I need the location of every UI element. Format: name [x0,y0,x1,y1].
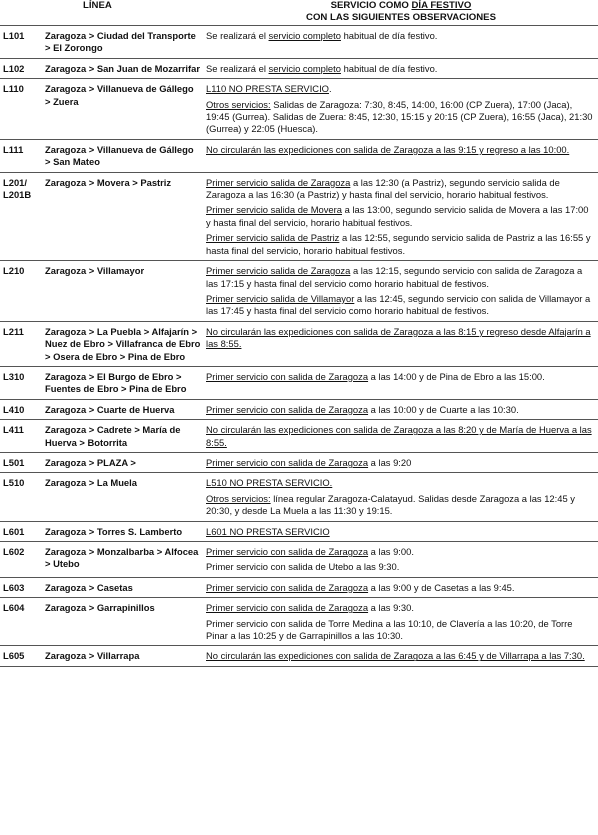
observation-paragraph [206,177,595,202]
table-row [0,321,598,366]
line-code: L102 [3,62,25,74]
observation-paragraph [206,602,595,614]
service-observations [204,321,598,366]
service-observations [204,172,598,260]
line-route: Zaragoza > Villamayor [45,265,145,277]
service-observations [204,542,598,578]
service-observations [204,399,598,419]
header-servicio-prefix: SERVICIO COMO [330,0,412,11]
underlined-text: Primer servicio salida de Zaragoza [206,265,351,277]
underlined-text: Primer servicio con salida de Zaragoza [206,403,369,415]
line-code: L210 [3,265,25,277]
line-code: L602 [3,546,25,557]
underlined-text: Primer servicio con salida de Zaragoza [206,581,369,593]
service-observations [204,79,598,140]
table-row [0,473,598,521]
observation-paragraph [206,204,595,229]
observation-paragraph [206,493,595,518]
table-row [0,646,598,666]
observation-paragraph [206,618,595,643]
underlined-text: L601 NO PRESTA SERVICIO [206,525,330,537]
observation-text: Se realizará el [206,30,269,41]
observation-paragraph [206,546,595,558]
line-code: L411 [3,424,24,436]
observation-text: a las 9:00. [368,546,414,557]
line-route: Zaragoza > Torres S. Lamberto [45,525,183,537]
service-observations [204,646,598,666]
observation-text: a las 9:30. [368,602,414,614]
underlined-text: L510 NO PRESTA SERVICIO. [206,477,333,489]
table-row [0,399,598,419]
line-route: Zaragoza > PLAZA > [45,456,136,468]
observation-text: Primer servicio con salida de Utebo a las 9:30. [206,561,400,573]
line-route: Zaragoza > Garrapinillos [45,602,155,614]
observation-paragraph [206,582,595,594]
header-servicio [204,0,598,26]
observation-text: a las 14:00 y de Pina de Ebro a las 15:00. [368,370,545,382]
table-row [0,366,598,399]
line-route: Zaragoza > Villanueva de Gállego > Zuera [45,83,194,107]
line-code: L603 [3,581,25,593]
observation-text: a las 9:00 y de Casetas a las 9:45. [368,581,515,593]
observation-text: Primer servicio con salida de Torre Medina a las 10:10, de Clavería a las 10:20, de Torre Pinar a las 10:25 y de Garrapinillos a las 10:30. [206,617,573,642]
observation-text: a las 10:00 y de Cuarte a las 10:30. [368,403,519,415]
observation-paragraph [206,99,595,136]
service-observations [204,577,598,597]
underlined-text: Primer servicio salida de Movera [206,204,342,216]
observation-text: habitual de día festivo. [340,30,438,41]
observation-text: Se realizará el [206,62,269,74]
observation-text: habitual de día festivo. [340,62,438,74]
observation-paragraph [206,424,595,449]
line-code: L211 [3,325,24,337]
observation-paragraph [206,63,595,75]
service-observations [204,366,598,399]
service-observations [204,26,598,59]
line-route: Zaragoza > San Juan de Mozarrifar [45,62,200,74]
table-body [0,26,598,667]
observation-paragraph [206,326,595,351]
underlined-text: Otros servicios: [206,98,271,110]
table-header-row [0,0,598,26]
service-observations [204,473,598,521]
table-row [0,452,598,472]
observation-text: a las 12:55, segundo servicio salida de Pastriz a las 16:55 y hasta final del servicio, horario habitual festivos. [206,232,591,256]
line-route: Zaragoza > La Muela [45,477,137,489]
line-route: Zaragoza > Monzalbarba > Alfocea > Utebo [45,546,199,570]
line-route: Zaragoza > Cadrete > María de Huerva > Botorrita [45,424,181,448]
table-row [0,598,598,646]
line-code: L604 [3,602,25,614]
observation-paragraph [206,457,595,469]
observation-paragraph [206,144,595,156]
table-row [0,139,598,172]
line-route: Zaragoza > Casetas [45,581,133,593]
table-row [0,261,598,322]
line-code: L605 [3,650,25,662]
observation-paragraph [206,83,595,95]
table-row [0,420,598,453]
observation-paragraph [206,30,595,42]
service-observations [204,58,598,78]
underlined-text: Primer servicio con salida de Zaragoza [206,456,369,468]
underlined-text: No circularán las expediciones con salida de Zaragoza a las 8:20 y de María de Huerva a las 8:55. [206,424,592,448]
underlined-text: Primer servicio salida de Pastriz [206,232,340,244]
underlined-text: L110 NO PRESTA SERVICIO [206,83,329,95]
line-code: L510 [3,477,25,489]
observation-paragraph [206,293,595,318]
observation-text: a las 9:20 [368,456,412,468]
observation-paragraph [206,371,595,383]
line-route: Zaragoza > Villarrapa [45,650,140,662]
observation-text: línea regular Zaragoza-Calatayud. Salidas desde Zaragoza a las 12:45 y 20:30, y desde La Muela a las 11:30 y 19:15. [206,492,575,517]
table-row [0,26,598,59]
observation-text: a las 12:15, segundo servicio con salida de Zaragoza a las 17:15 y hasta final del servicio como horario habitual de festivos. [206,265,583,289]
header-linea: LÍNEA [83,0,112,11]
line-route: Zaragoza > Cuarte de Huerva [45,403,175,415]
observation-text: . [328,83,332,95]
underlined-text: No circularán las expediciones con salida de Zaragoza a las 6:45 y de Villarrapa a las 7:30. [206,650,585,662]
underlined-text: servicio completo [268,30,341,41]
line-code: L201/ L201B [3,176,32,201]
table-row [0,577,598,597]
table-row [0,58,598,78]
observation-text: a las 13:00, segundo servicio salida de Movera a las 17:00 y hasta final del servicio, horario habitual festivos. [206,204,589,228]
underlined-text: No circularán las expediciones con salida de Zaragoza a las 8:15 y regreso desde Alfajarín a las 8:55. [206,325,591,350]
observation-paragraph [206,232,595,257]
observation-paragraph [206,561,595,573]
underlined-text: Primer servicio salida de Villamayor [206,292,355,304]
line-route: Zaragoza > Villanueva de Gállego > San Mateo [45,143,194,168]
underlined-text: Otros servicios: [206,492,271,504]
observation-text: a las 12:30 (a Pastriz), segundo servicio salida de Zaragoza a las 16:30 (a Pastriz) y hasta final del servicio, horario habitual festivos. [206,176,560,201]
table-row [0,172,598,260]
observation-paragraph [206,265,595,290]
table-row [0,542,598,578]
underlined-text: Primer servicio con salida de Zaragoza [206,370,369,382]
line-code: L310 [3,370,25,382]
line-route: Zaragoza > Movera > Pastriz [45,176,172,188]
line-route: Zaragoza > La Puebla > Alfajarín > Nuez de Ebro > Villafranca de Ebro > Osera de Ebro > Pina de Ebro [45,325,201,362]
line-route: Zaragoza > El Burgo de Ebro > Fuentes de Ebro > Pina de Ebro [45,370,187,395]
service-observations [204,521,598,541]
service-observations [204,452,598,472]
header-dia-festivo: DÍA FESTIVO [411,0,472,11]
line-code: L111 [3,143,24,155]
table-row [0,521,598,541]
underlined-text: Primer servicio con salida de Zaragoza [206,546,369,557]
observation-text: a las 12:45, segundo servicio con salida de Villamayor a las 17:45 y hasta final del servicio como horario habitual de festivos. [206,292,591,317]
line-code: L110 [3,83,24,95]
line-route: Zaragoza > Ciudad del Transporte > El Zorongo [45,30,196,54]
line-code: L410 [3,403,25,415]
service-observations [204,139,598,172]
underlined-text: servicio completo [268,62,341,74]
underlined-text: Primer servicio salida de Zaragoza [206,176,351,188]
observation-paragraph [206,526,595,538]
line-code: L601 [3,525,25,537]
observation-text: Salidas de Zaragoza: 7:30, 8:45, 14:00, 16:00 (CP Zuera), 17:00 (Jaca), 19:45 (Gurrea). Salidas de Zuera: 8:45, 12:30, 15:15 y 20:15 (CP Zuera), 16:55 (Jaca), 21:30 (Gurrea) y 22:05 (Huesca). [206,98,593,135]
underlined-text: Primer servicio con salida de Zaragoza [206,602,369,614]
service-observations [204,420,598,453]
line-code: L101 [3,30,25,41]
observation-paragraph [206,650,595,662]
service-observations [204,598,598,646]
observation-paragraph [206,477,595,489]
header-servicio-line2: CON LAS SIGUIENTES OBSERVACIONES [306,12,496,23]
underlined-text: No circularán las expediciones con salida de Zaragoza a las 9:15 y regreso a las 10:00. [206,143,570,155]
table-row [0,79,598,140]
line-code: L501 [3,456,25,468]
service-observations [204,261,598,322]
observation-paragraph [206,404,595,416]
